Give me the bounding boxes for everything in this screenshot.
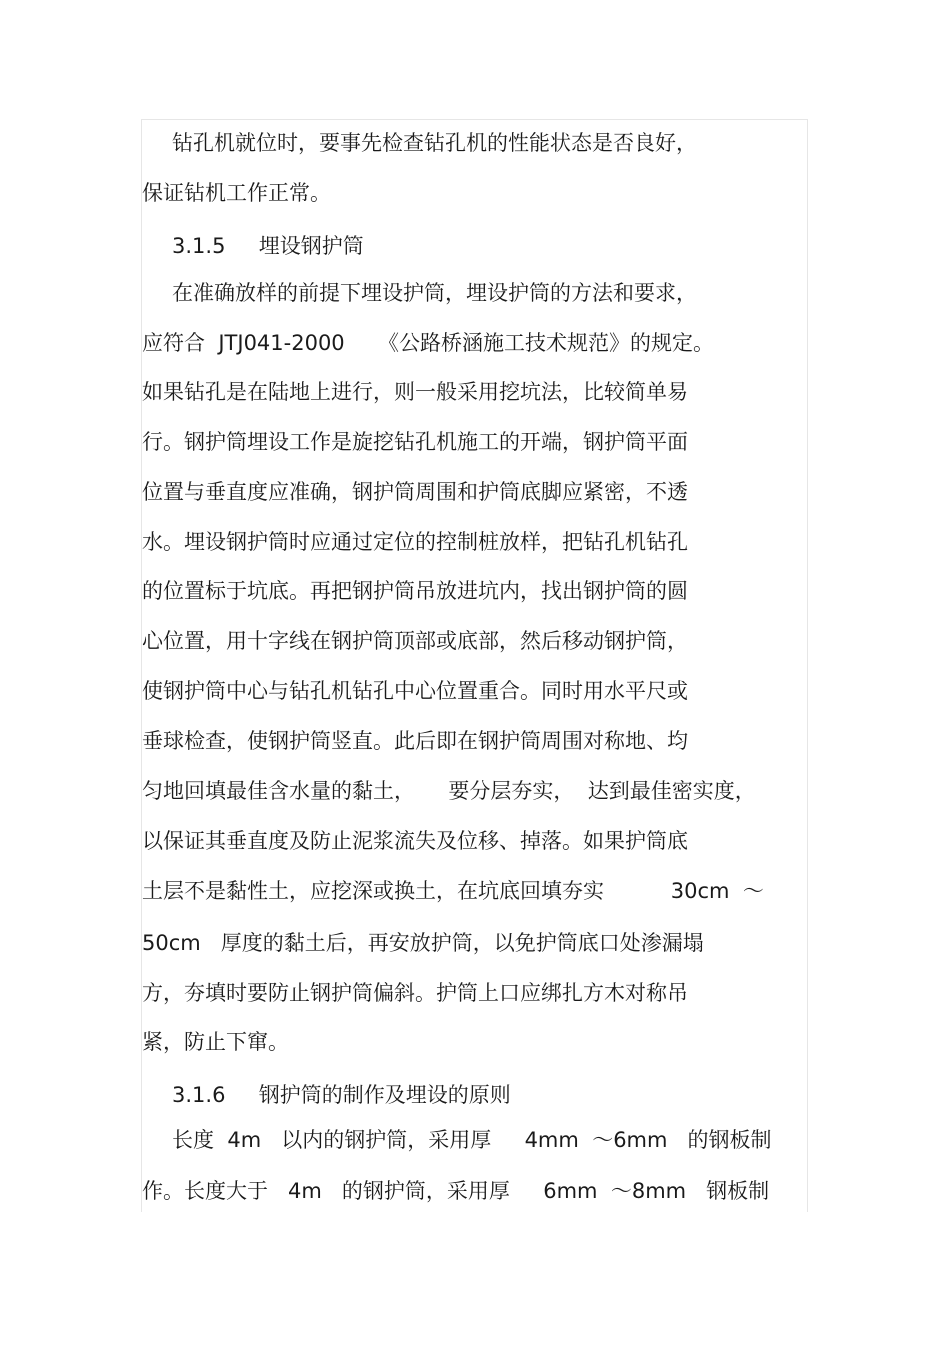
paragraph-line: 水。埋设钢护筒时应通过定位的控制桩放样，把钻孔机钻孔	[142, 530, 688, 554]
paragraph-line: 长度 4m 以内的钢护筒，采用厚 4mm ～6mm 的钢板制	[172, 1128, 772, 1152]
section-heading-3-1-5: 3.1.5 埋设钢护筒	[172, 234, 364, 258]
paragraph-line: 垂球检查，使钢护筒竖直。此后即在钢护筒周围对称地、均	[142, 729, 688, 753]
paragraph-line: 50cm 厚度的黏土后，再安放护筒，以免护筒底口处渗漏塌	[142, 931, 704, 955]
paragraph-line: 以保证其垂直度及防止泥浆流失及位移、掉落。如果护筒底	[142, 829, 688, 853]
paragraph-line: 如果钻孔是在陆地上进行，则一般采用挖坑法，比较简单易	[142, 380, 688, 404]
paragraph-line: 作。长度大于 4m 的钢护筒，采用厚 6mm ～8mm 钢板制	[142, 1179, 770, 1203]
paragraph-line: 在准确放样的前提下埋设护筒，埋设护筒的方法和要求，	[172, 281, 697, 305]
paragraph-line: 的位置标于坑底。再把钢护筒吊放进坑内，找出钢护筒的圆	[142, 579, 688, 603]
paragraph-line: 使钢护筒中心与钻孔机钻孔中心位置重合。同时用水平尺或	[142, 679, 688, 703]
paragraph-line: 土层不是黏性土，应挖深或换土，在坑底回填夯实 30cm ～	[142, 879, 764, 903]
paragraph-line: 钻孔机就位时，要事先检查钻孔机的性能状态是否良好，	[172, 131, 697, 155]
paragraph-line: 紧，防止下窜。	[142, 1030, 289, 1054]
paragraph-line: 心位置，用十字线在钢护筒顶部或底部，然后移动钢护筒，	[142, 629, 688, 653]
page-frame	[141, 119, 808, 1212]
paragraph-line: 行。钢护筒埋设工作是旋挖钻孔机施工的开端，钢护筒平面	[142, 430, 688, 454]
paragraph-line: 保证钻机工作正常。	[142, 181, 331, 205]
paragraph-line: 方，夯填时要防止钢护筒偏斜。护筒上口应绑扎方木对称吊	[142, 981, 688, 1005]
paragraph-line: 匀地回填最佳含水量的黏土， 要分层夯实， 达到最佳密实度，	[142, 779, 756, 803]
paragraph-line: 位置与垂直度应准确，钢护筒周围和护筒底脚应紧密，不透	[142, 480, 688, 504]
paragraph-line: 应符合 JTJ041-2000 《公路桥涵施工技术规范》的规定。	[142, 331, 715, 355]
section-heading-3-1-6: 3.1.6 钢护筒的制作及埋设的原则	[172, 1083, 511, 1107]
